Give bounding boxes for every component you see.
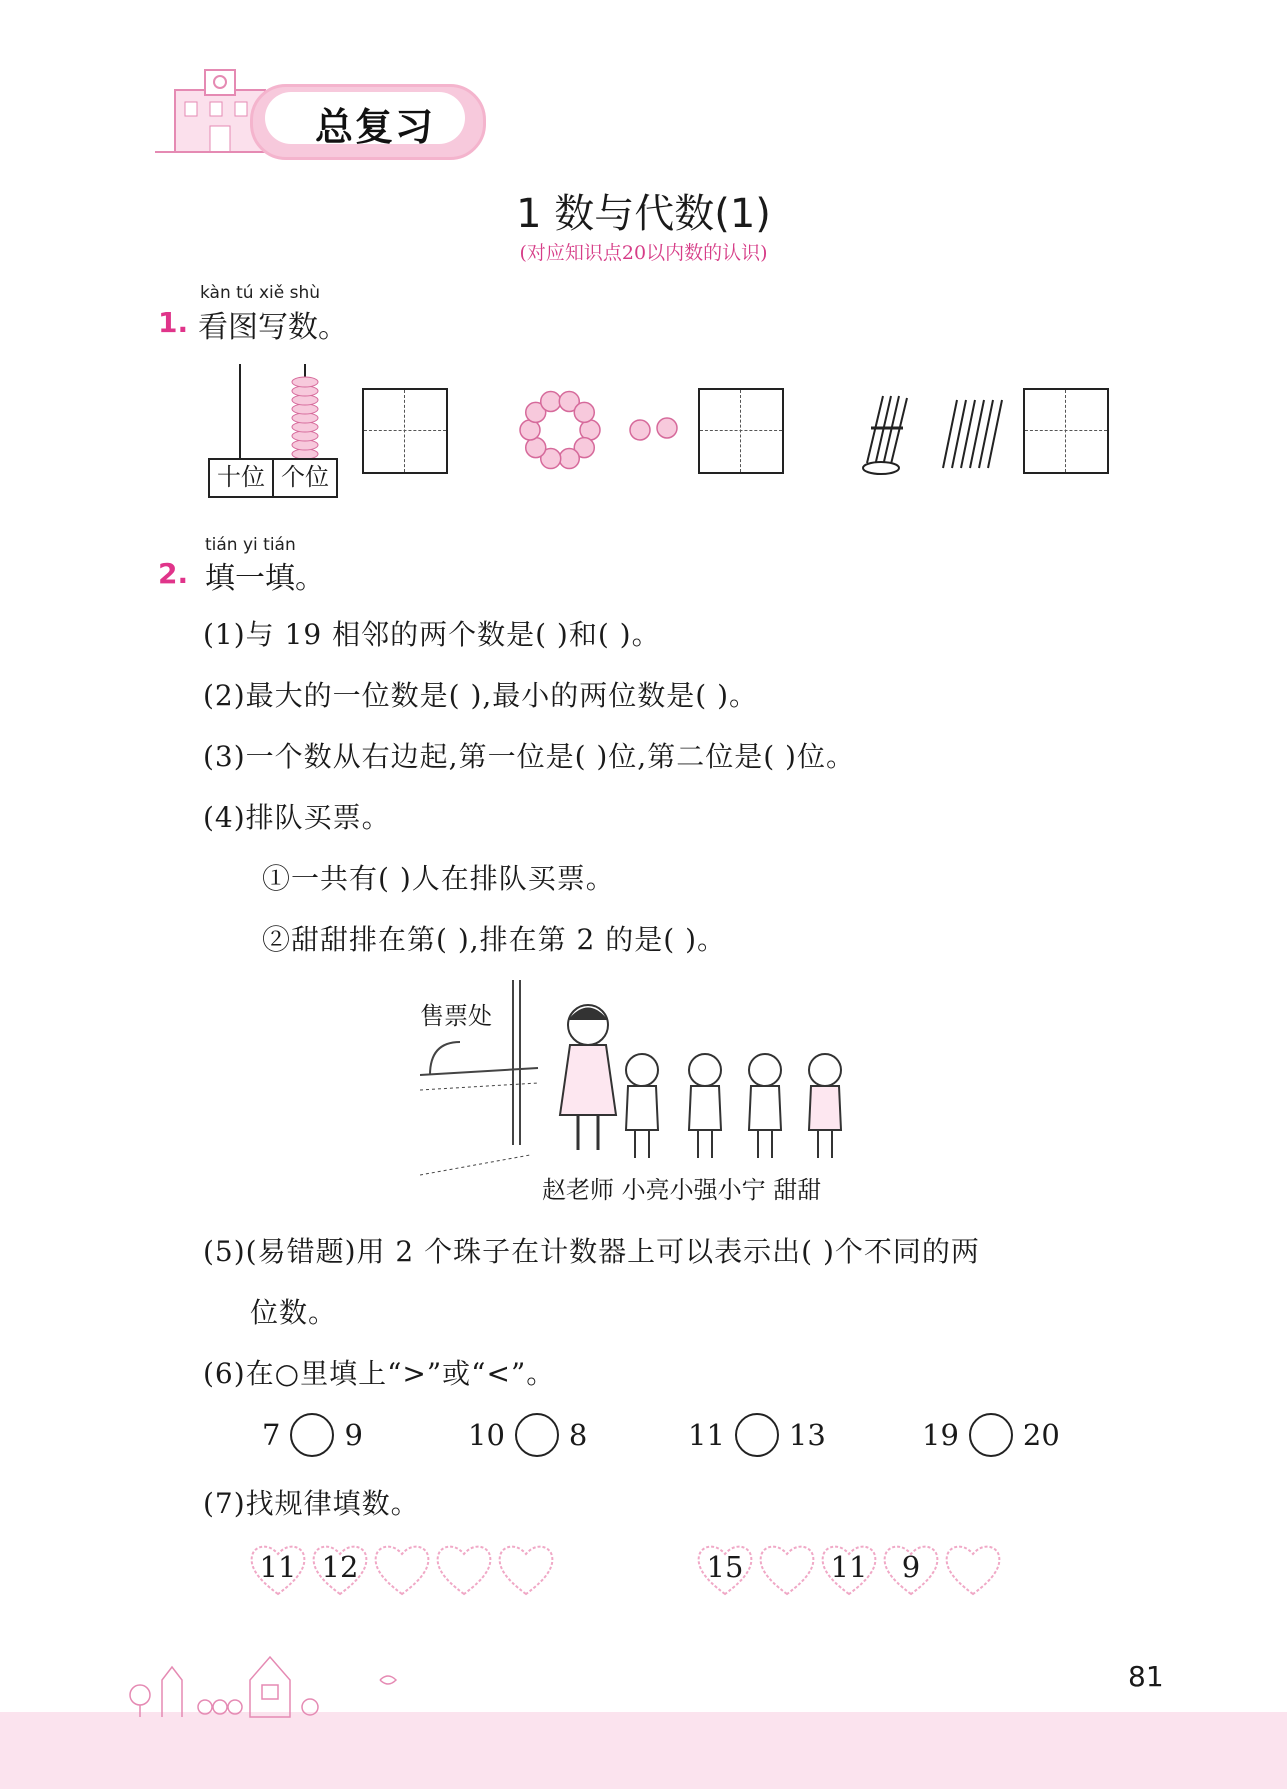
heart-cell — [310, 1540, 370, 1598]
q2-item-6: (6)在○里填上“>”或“<”。 — [203, 1357, 556, 1390]
heart-number: 9 — [901, 1550, 921, 1584]
heart-icon — [943, 1540, 1003, 1598]
banner-title: 总复习 — [315, 105, 436, 149]
compare-right: 9 — [344, 1418, 363, 1452]
heart-cell[interactable] — [496, 1540, 556, 1598]
ticket-sign: 售票处 — [420, 1002, 492, 1030]
q2-pinyin: tián yi tián — [205, 535, 296, 555]
q1-text: 看图写数。 — [198, 310, 348, 345]
ones-label: 个位 — [281, 463, 329, 491]
queue-scene — [420, 980, 890, 1204]
heart-cell — [881, 1540, 941, 1598]
child-figure — [749, 1054, 781, 1158]
compare-right: 8 — [568, 1418, 588, 1452]
abacus-figure — [208, 362, 338, 497]
compare-right: 13 — [788, 1418, 826, 1452]
page-number: 81 — [1128, 1660, 1164, 1693]
section-subtitle: (对应知识点20以内数的认识) — [519, 242, 768, 264]
q2-item-1: (1)与 19 相邻的两个数是( )和( )。 — [203, 618, 661, 651]
abacus-label-box — [208, 458, 338, 498]
child-figure — [689, 1054, 721, 1158]
compare-left: 10 — [468, 1418, 505, 1452]
q2-item-2: (2)最大的一位数是( ),最小的两位数是( )。 — [203, 679, 759, 712]
heart-number: 12 — [321, 1550, 359, 1584]
heart-cell — [695, 1540, 755, 1598]
tens-label: 十位 — [210, 460, 274, 496]
compare-circle[interactable] — [515, 1413, 559, 1457]
queue-names: 赵老师 小亮小强小宁 甜甜 — [542, 1176, 822, 1204]
q2-item-3: (3)一个数从右边起,第一位是( )位,第二位是( )位。 — [203, 740, 855, 773]
answer-box-2[interactable] — [698, 388, 784, 474]
bead — [559, 449, 579, 469]
compare-1 — [262, 1413, 363, 1457]
pattern-row-1 — [248, 1540, 558, 1598]
compare-left: 7 — [262, 1418, 281, 1452]
child-figure — [626, 1054, 658, 1158]
teacher-figure — [560, 1005, 616, 1150]
section-title: 1 数与代数(1) — [516, 191, 771, 237]
compare-circle[interactable] — [969, 1413, 1013, 1457]
heart-icon — [434, 1540, 494, 1598]
heart-number: 11 — [830, 1550, 868, 1584]
child-figure — [809, 1054, 841, 1158]
heart-cell[interactable] — [372, 1540, 432, 1598]
ticket-booth-illustration — [420, 980, 890, 1180]
compare-4 — [922, 1413, 1060, 1457]
abacus-bead — [292, 377, 318, 387]
header-banner — [155, 78, 485, 158]
compare-left: 19 — [922, 1418, 959, 1452]
bead — [541, 391, 561, 411]
compare-left: 11 — [688, 1418, 725, 1452]
beads-figure — [515, 383, 695, 483]
heart-number: 15 — [706, 1550, 744, 1584]
heart-cell — [248, 1540, 308, 1598]
abacus-icon — [208, 362, 338, 462]
heart-cell[interactable] — [434, 1540, 494, 1598]
q2-item-7: (7)找规律填数。 — [203, 1487, 420, 1520]
answer-box-1[interactable] — [362, 388, 448, 474]
q2-item-4a: ①一共有( )人在排队买票。 — [262, 862, 615, 895]
bead — [574, 402, 594, 422]
compare-2 — [468, 1413, 587, 1457]
q2-item-5a: (5)(易错题)用 2 个珠子在计数器上可以表示出( )个不同的两 — [203, 1235, 980, 1268]
q2-text: 填一填。 — [205, 561, 325, 596]
q2-number: 2. — [158, 557, 189, 590]
footer-town-icon — [120, 1645, 420, 1720]
heart-number: 11 — [259, 1550, 297, 1584]
q2-item-4: (4)排队买票。 — [203, 801, 391, 834]
q2-item-4b: ②甜甜排在第( ),排在第 2 的是( )。 — [262, 923, 727, 956]
q1-number: 1. — [158, 306, 189, 339]
heart-cell[interactable] — [757, 1540, 817, 1598]
compare-circle[interactable] — [735, 1413, 779, 1457]
footer-band — [0, 1712, 1287, 1789]
compare-circle[interactable] — [290, 1413, 334, 1457]
heart-icon — [372, 1540, 432, 1598]
compare-3 — [688, 1413, 826, 1457]
sticks-figure — [855, 388, 1015, 478]
q2-item-5b: 位数。 — [250, 1296, 338, 1329]
compare-right: 20 — [1022, 1418, 1060, 1452]
answer-box-3[interactable] — [1023, 388, 1109, 474]
pattern-row-2 — [695, 1540, 1005, 1598]
heart-icon — [496, 1540, 556, 1598]
heart-icon — [757, 1540, 817, 1598]
q1-pinyin: kàn tú xiě shù — [200, 283, 321, 303]
heart-cell — [819, 1540, 879, 1598]
heart-cell[interactable] — [943, 1540, 1003, 1598]
